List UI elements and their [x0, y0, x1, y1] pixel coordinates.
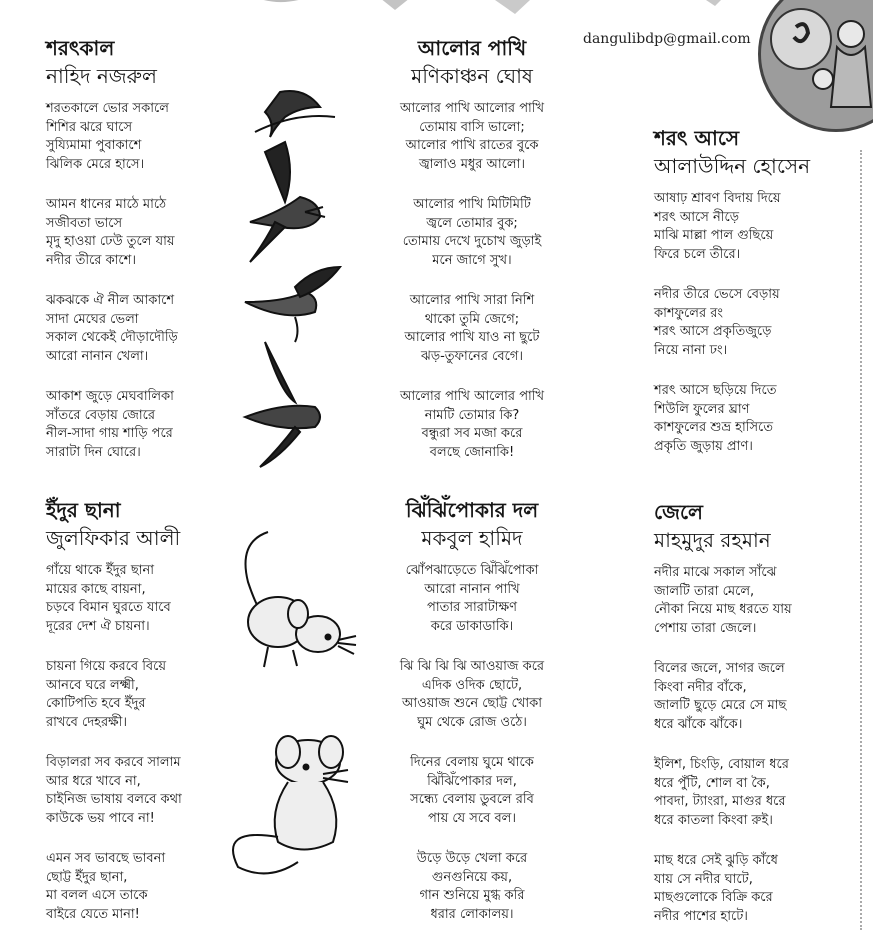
- stanza: [654, 190, 854, 264]
- poem-alor-pakhi: [368, 34, 576, 484]
- poem-title: ঝিঁঝিঁপোকার দল: [405, 498, 539, 522]
- stanza: [368, 388, 576, 462]
- verse-line: বন্ধুরা সব মজা করে: [421, 426, 523, 441]
- verse-line: ধরে পুঁটি, শোল বা কৈ,: [654, 775, 770, 791]
- stanza: [46, 388, 256, 462]
- verse-line: ধরে ঝাঁকে ঝাঁকে।: [654, 716, 743, 732]
- verse-line: ঘুম থেকে রোজ ওঠে।: [417, 714, 527, 730]
- stanza: [654, 382, 854, 456]
- verse-line: কাশফুলের রং: [654, 305, 723, 321]
- poem-title: শরৎ আসে: [654, 126, 740, 150]
- stanza: [46, 658, 246, 732]
- poem-title: আলোর পাখি: [417, 36, 527, 60]
- verse-line: শরৎ আসে প্রকৃতিজুড়ে: [654, 324, 772, 339]
- stanza: [46, 562, 246, 636]
- verse-line: নামটি তোমার কি?: [424, 407, 520, 423]
- poem-author: নাহিদ নজরুল: [46, 64, 157, 88]
- verse-line: সকাল থেকেই দৌড়াদৌড়ি: [46, 330, 178, 345]
- verse-line: আরো নানান খেলা।: [46, 348, 149, 364]
- poem-author: আলাউদ্দিন হোসেন: [654, 154, 811, 178]
- column-divider: [860, 150, 862, 930]
- verse-line: নদীর তীরে কাশে।: [46, 252, 137, 268]
- verse-line: বিড়ালরা সব করবে সালাম: [46, 755, 181, 770]
- verse-line: পাতার সারাটাক্ষণ: [427, 600, 517, 615]
- verse-line: দূরের দেশ ঐ চায়না।: [46, 618, 150, 634]
- verse-line: আলোর পাখি রাতের বুকে: [405, 138, 539, 153]
- verse-line: শরৎ আসে ছড়িয়ে দিতে: [654, 383, 777, 398]
- verse-line: চাইনিজ ভাষায় বলবে কথা: [46, 792, 182, 807]
- verse-line: জালটি তারা মেলে,: [654, 583, 755, 599]
- verse-line: নদীর মাঝে সকাল সাঁঝে: [654, 565, 777, 580]
- verse-line: ইলিশ, চিংড়ি, বোয়াল ধরে: [654, 757, 789, 772]
- verse-line: নৌকা নিয়ে মাছ ধরতে যায়: [654, 602, 792, 617]
- stanza: [46, 850, 246, 924]
- verse-line: ফিরে চলে তীরে।: [654, 246, 741, 262]
- verse-line: করে ডাকাডাকি।: [430, 618, 514, 634]
- mouse-illustration: [228, 522, 368, 882]
- verse-line: তোমায় বাসি ভালো;: [419, 119, 525, 135]
- verse-line: পায় যে সবে বল।: [427, 810, 517, 826]
- verse-line: শরতকালে ভোর সকালে: [46, 101, 169, 116]
- verse-line: জ্বালাও মধুর আলো।: [419, 156, 525, 172]
- poem-author: মকবুল হামিদ: [421, 526, 523, 550]
- verse-line: ঝোঁপঝাড়েতে ঝিঁঝিঁপোকা: [405, 563, 539, 578]
- stanza: [368, 658, 576, 732]
- verse-line: মাছগুলোকে বিক্রি করে: [654, 890, 773, 905]
- verse-line: ধরার লোকালয়।: [430, 906, 514, 922]
- verse-line: আষাঢ় শ্রাবণ বিদায় দিয়ে: [654, 191, 781, 206]
- poem-indur-chana: [46, 496, 246, 946]
- verse-line: তোমায় দেখে দুচোখ জুড়াই: [402, 234, 542, 249]
- verse-line: আওয়াজ শুনে ছোট্ট খোকা: [402, 696, 542, 711]
- verse-line: জ্বলে তোমার বুক;: [426, 215, 518, 231]
- verse-line: গাঁয়ে থাকে ইঁদুর ছানা: [46, 563, 154, 578]
- poem-sharat-ase: [654, 124, 854, 478]
- verse-line: আরো নানান পাখি: [424, 581, 520, 597]
- verse-line: ঝকঝকে ঐ নীল আকাশে: [46, 293, 175, 308]
- verse-line: ছোট্ট ইঁদুর ছানা,: [46, 869, 128, 885]
- poem-jele: [654, 498, 854, 948]
- poem-title: জেলে: [654, 500, 703, 524]
- verse-line: বলছে জোনাকি!: [429, 444, 515, 460]
- verse-line: মাঝি মাল্লা পাল গুছিয়ে: [654, 228, 774, 243]
- verse-line: কাশফুলের শুভ্র হাসিতে: [654, 420, 774, 435]
- verse-line: আলোর পাখি যাও না ছুটে: [404, 330, 540, 345]
- verse-line: শিউলি ফুলের ঘ্রাণ: [654, 401, 750, 417]
- verse-line: রাখবে দেহরক্ষী।: [46, 714, 128, 730]
- verse-line: আলোর পাখি সারা নিশি: [409, 293, 535, 308]
- verse-line: এমন সব ভাবছে ভাবনা: [46, 851, 166, 866]
- masthead-fragment: [215, 0, 815, 16]
- stanza: [368, 100, 576, 174]
- verse-line: ঝিঁঝিঁপোকার দল,: [427, 773, 517, 789]
- stanza: [368, 754, 576, 828]
- verse-line: বিলের জলে, সাগর জলে: [654, 661, 785, 676]
- verse-line: মৃদু হাওয়া ঢেউ তুলে যায়: [46, 234, 175, 249]
- verse-line: ঝড়-তুফানের বেগে।: [420, 348, 523, 364]
- verse-line: জালটি ছুড়ে মেরে সে মাছ: [654, 698, 787, 713]
- verse-line: আলোর পাখি আলোর পাখি: [399, 101, 545, 116]
- verse-line: নিয়ে নানা ঢং।: [654, 342, 728, 358]
- verse-line: সারাটা দিন ঘোরে।: [46, 444, 141, 460]
- poem-sharatkal: [46, 34, 256, 484]
- stanza: [654, 286, 854, 360]
- verse-line: উড়ে উড়ে খেলা করে: [416, 851, 528, 866]
- verse-line: সাদা মেঘের ভেলা: [46, 311, 139, 327]
- verse-line: ঝিলিক মেরে হাসে।: [46, 156, 145, 172]
- verse-line: সাঁতরে বেড়ায় জোরে: [46, 407, 156, 423]
- verse-line: ঝি ঝি ঝি ঝি আওয়াজ করে: [399, 659, 545, 674]
- stanza: [654, 852, 854, 926]
- verse-line: কাউকে ভয় পাবে না!: [46, 810, 155, 826]
- verse-line: শরৎ আসে নীড়ে: [654, 209, 740, 225]
- verse-line: চড়বে বিমান ঘুরতে যাবে: [46, 600, 171, 615]
- verse-line: মনে জাগে সুখ।: [432, 252, 512, 268]
- contact-email: dangulibdp@gmail.com: [583, 31, 751, 47]
- verse-line: পেশায় তারা জেলে।: [654, 620, 757, 636]
- verse-line: আকাশ জুড়ে মেঘবালিকা: [46, 389, 174, 404]
- verse-line: থাকো তুমি জেগে;: [424, 311, 520, 327]
- verse-line: পাবদা, ট্যাংরা, মাগুর ধরে: [654, 794, 786, 809]
- verse-line: কিংবা নদীর বাঁকে,: [654, 679, 747, 695]
- verse-line: মা বলল এসে তাকে: [46, 888, 148, 903]
- swallow-birds-illustration: [235, 72, 355, 472]
- verse-line: চায়না গিয়ে করবে বিয়ে: [46, 659, 167, 674]
- verse-line: এদিক ওদিক ছোটে,: [421, 677, 523, 693]
- verse-line: কোটিপতি হবে ইঁদুর: [46, 696, 146, 711]
- stanza: [46, 100, 256, 174]
- verse-line: দিনের বেলায় ঘুমে থাকে: [410, 755, 534, 770]
- verse-line: সন্ধ্যে বেলায় ডুবলে রবি: [410, 792, 534, 807]
- verse-line: যায় সে নদীর ঘাটে,: [654, 871, 753, 887]
- stanza: [46, 754, 246, 828]
- verse-line: আর ধরে খাবে না,: [46, 773, 141, 789]
- verse-line: আমন ধানের মাঠে মাঠে: [46, 197, 167, 212]
- stanza: [654, 756, 854, 830]
- stanza: [368, 196, 576, 270]
- verse-line: আলোর পাখি মিটিমিটি: [413, 197, 531, 212]
- verse-line: আলোর পাখি আলোর পাখি: [399, 389, 545, 404]
- stanza: [368, 292, 576, 366]
- verse-line: ধরে কাতলা কিংবা রুই।: [654, 812, 773, 828]
- verse-line: গুনগুনিয়ে কয়,: [431, 869, 513, 885]
- stanza: [368, 562, 576, 636]
- poem-title: শরৎকাল: [46, 36, 115, 60]
- verse-line: প্রকৃতি জুড়ায় প্রাণ।: [654, 438, 753, 454]
- poem-author: মণিকাঞ্চন ঘোষ: [411, 64, 533, 88]
- verse-line: মাছ ধরে সেই ঝুড়ি কাঁধে: [654, 853, 778, 868]
- stanza: [46, 196, 256, 270]
- stanza: [368, 850, 576, 924]
- poem-author: মাহমুদুর রহমান: [654, 528, 771, 552]
- verse-line: নীল-সাদা গায় শাড়ি পরে: [46, 426, 173, 441]
- verse-line: গান শুনিয়ে মুগ্ধ করি: [419, 888, 525, 903]
- verse-line: সজীবতা ভাসে: [46, 215, 123, 231]
- verse-line: নদীর পাশের হাটে।: [654, 908, 748, 924]
- verse-line: বাইরে যেতে মানা!: [46, 906, 140, 922]
- stanza: [654, 564, 854, 638]
- verse-line: আনবে ঘরে লক্ষ্মী,: [46, 677, 139, 693]
- poem-jhijhipokar-dol: [368, 496, 576, 946]
- stanza: [46, 292, 256, 366]
- verse-line: সুয্যিমামা পুবাকাশে: [46, 138, 142, 153]
- logo-badge: [758, 0, 873, 132]
- poem-author: জুলফিকার আলী: [46, 526, 181, 550]
- verse-line: শিশির ঝরে ঘাসে: [46, 119, 133, 135]
- verse-line: নদীর তীরে ভেসে বেড়ায়: [654, 287, 780, 302]
- stanza: [654, 660, 854, 734]
- verse-line: মায়ের কাছে বায়না,: [46, 581, 146, 597]
- poem-title: ইঁদুর ছানা: [46, 498, 121, 522]
